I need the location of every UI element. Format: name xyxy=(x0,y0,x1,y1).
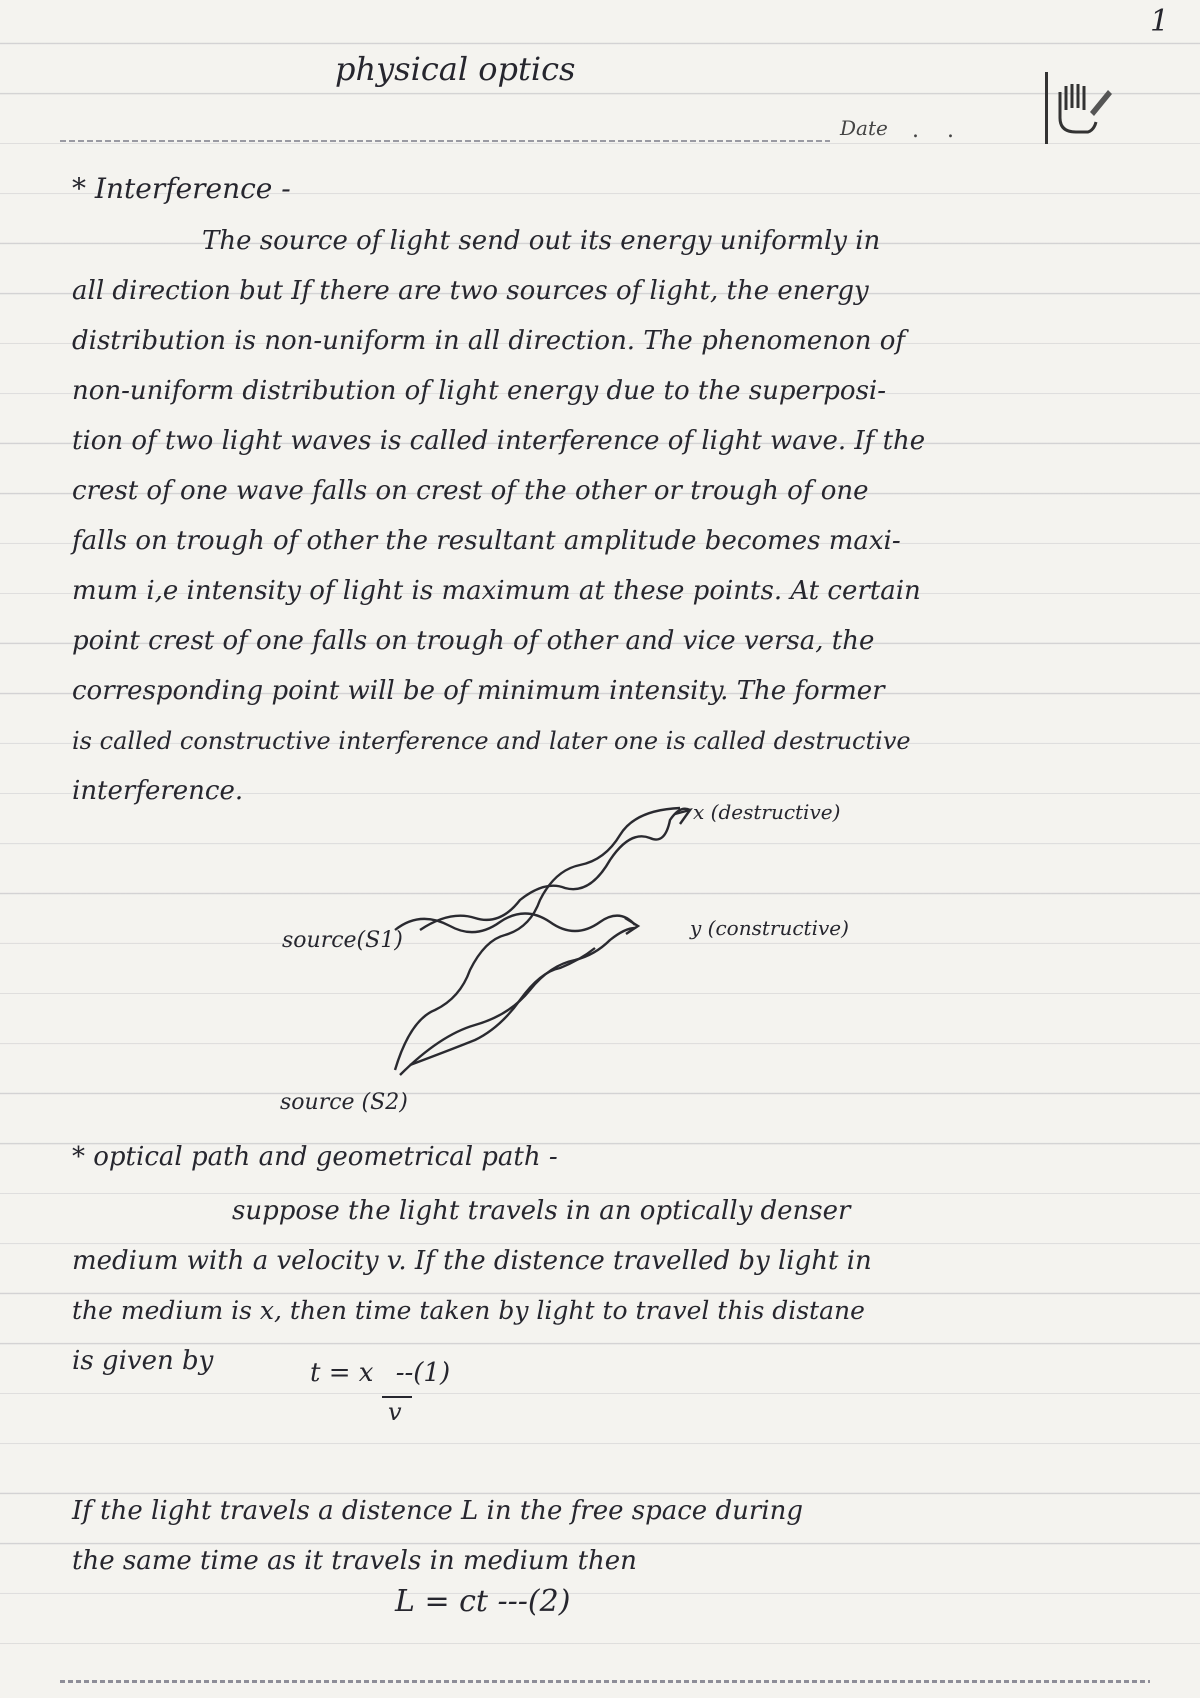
text-line: suppose the light travels in an optically denser xyxy=(232,1196,851,1226)
text-line: non-uniform distribution of light energy due to the superposi- xyxy=(72,376,887,406)
wave-s2-secondary xyxy=(410,948,595,1065)
interference-paragraph xyxy=(72,216,925,816)
text-line: crest of one wave falls on crest of the other or trough of one xyxy=(72,476,869,506)
eq1-denominator: v xyxy=(388,1398,402,1426)
text-line: all direction but If there are two sources of light, the energy xyxy=(72,276,869,306)
text-line: the same time as it travels in medium then xyxy=(72,1546,637,1576)
label-source-1: source(S1) xyxy=(282,928,403,953)
free-space-paragraph xyxy=(72,1486,803,1586)
notebook-logo xyxy=(1045,72,1128,144)
eq1-numerator: t = x xyxy=(310,1358,374,1388)
equation-1 xyxy=(310,1358,450,1388)
date-label: Date xyxy=(840,116,888,140)
header-rule xyxy=(60,140,830,142)
interference-diagram xyxy=(380,800,900,1100)
text-line: corresponding point will be of minimum intensity. The former xyxy=(72,676,885,706)
label-destructive: x (destructive) xyxy=(693,800,841,824)
text-line: mum i,e intensity of light is maximum at these points. At certain xyxy=(72,576,921,606)
text-line: the medium is x, then time taken by light to travel this distane xyxy=(72,1296,865,1325)
section-heading-optical-path: * optical path and geometrical path - xyxy=(72,1142,558,1172)
page-title: physical optics xyxy=(335,50,576,88)
equation-2: L = ct ---(2) xyxy=(395,1584,571,1619)
page-number: 1 xyxy=(1150,4,1170,39)
text-line: falls on trough of other the resultant amplitude becomes maxi- xyxy=(72,526,901,556)
text-line: point crest of one falls on trough of other and vice versa, the xyxy=(72,626,875,656)
text-line: medium with a velocity v. If the distence travelled by light in xyxy=(72,1246,872,1276)
text-line: tion of two light waves is called interference of light wave. If the xyxy=(72,426,926,456)
eq1-ref: --(1) xyxy=(395,1358,451,1388)
wave-s2-to-x xyxy=(395,808,680,1070)
text-line: distribution is non-uniform in all direction. The phenomenon of xyxy=(72,326,905,356)
text-line: The source of light send out its energy uniformly in xyxy=(202,226,881,256)
hand-pen-icon xyxy=(1048,72,1118,142)
label-source-2: source (S2) xyxy=(280,1090,408,1115)
date-dots: . . xyxy=(912,118,954,143)
wave-s1-to-x xyxy=(420,809,690,930)
section-heading-interference: * Interference - xyxy=(72,172,291,205)
text-line: is given by xyxy=(72,1346,214,1376)
text-line: If the light travels a distence L in the free space during xyxy=(72,1496,803,1526)
text-line: interference. xyxy=(72,776,244,806)
optical-path-paragraph xyxy=(72,1186,872,1386)
footer-rule xyxy=(60,1680,1150,1683)
label-constructive: y (constructive) xyxy=(690,916,849,940)
text-line: is called constructive interference and later one is called destructive xyxy=(72,727,911,755)
